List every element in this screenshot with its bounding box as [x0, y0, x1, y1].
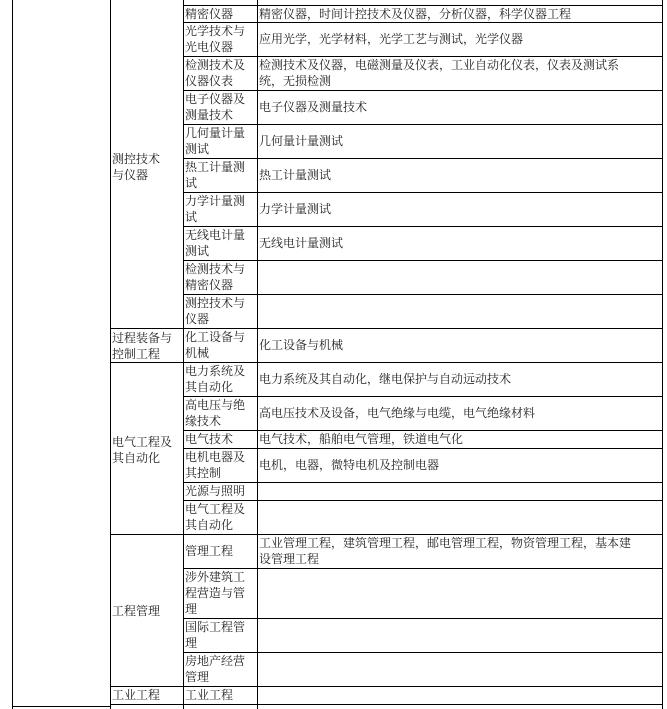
column-rule-group: [110, 0, 111, 709]
table-border-left: [12, 0, 13, 709]
sub-major-cell: 光源与照明: [185, 484, 246, 498]
description-cell: 化工设备与机械: [259, 338, 344, 352]
sub-major-cell: 工业工程: [185, 688, 234, 702]
description-cell: 无线电计量测试: [259, 236, 344, 250]
sub-major-cell: 化工设备与 机械: [185, 330, 246, 360]
description-cell: 工业管理工程，建筑管理工程，邮电管理工程，物资管理工程，基本建 设管理工程: [259, 536, 632, 566]
sub-major-cell: 管理工程: [185, 544, 234, 558]
description-cell: 应用光学，光学材料，光学工艺与测试，光学仪器: [259, 32, 524, 46]
sub-major-cell: 高电压与绝 缘技术: [185, 398, 246, 428]
description-cell: 高电压技术及设备，电气绝缘与电缆，电气绝缘材料: [259, 406, 536, 420]
description-cell: 几何量计量测试: [259, 134, 344, 148]
sub-major-cell: 光学技术与 光电仪器: [185, 24, 246, 54]
description-cell: 电子仪器及测量技术: [259, 100, 368, 114]
sub-major-cell: 电气技术: [185, 432, 234, 446]
major-group-cell: 过程装备与 控制工程: [112, 331, 173, 361]
description-cell: 电机，电器，微特电机及控制电器: [259, 458, 440, 472]
major-group-cell: 工业工程: [112, 688, 161, 702]
description-cell: 电力系统及其自动化，继电保护与自动远动技术: [259, 372, 512, 386]
sub-major-cell: 电子仪器及 测量技术: [185, 92, 246, 122]
description-cell: 检测技术及仪器，电磁测量及仪表，工业自动化仪表，仪表及测试系 统，无损检测: [259, 58, 620, 88]
sub-major-cell: 国际工程管 理: [185, 620, 246, 650]
sub-major-cell: 测控技术与 仪器: [185, 296, 246, 326]
table-bottom-rule: [12, 706, 110, 707]
major-group-cell: 工程管理: [112, 604, 161, 618]
sub-major-cell: 房地产经营 管理: [185, 654, 246, 684]
sub-major-cell: 几何量计量 测试: [185, 126, 246, 156]
sub-major-cell: 精密仪器: [185, 7, 234, 21]
major-group-cell: 测控技术 与仪器: [112, 152, 161, 182]
description-cell: 电气技术，船舶电气管理，铁道电气化: [259, 432, 464, 446]
sub-major-cell: 电机电器及 其控制: [185, 450, 246, 480]
major-group-cell: 电气工程及 其自动化: [112, 435, 173, 465]
description-cell: 力学计量测试: [259, 202, 332, 216]
sub-major-cell: 检测技术及 仪器仪表: [185, 58, 246, 88]
sub-major-cell: 电力系统及 其自动化: [185, 364, 246, 394]
group-rule: [110, 704, 663, 705]
sub-major-cell: 无线电计量 测试: [185, 228, 246, 258]
sub-major-cell: 检测技术与 精密仪器: [185, 262, 246, 292]
description-cell: 精密仪器，时间计控技术及仪器，分析仪器，科学仪器工程: [259, 7, 572, 21]
sub-major-cell: 热工计量测 试: [185, 160, 246, 190]
sub-major-cell: 涉外建筑工 程营造与管 理: [185, 570, 246, 616]
sub-major-cell: 力学计量测 试: [185, 194, 246, 224]
column-rule-desc: [257, 0, 258, 709]
table-border-right: [662, 0, 663, 709]
sub-major-cell: 电气工程及 其自动化: [185, 502, 246, 532]
description-cell: 热工计量测试: [259, 168, 332, 182]
